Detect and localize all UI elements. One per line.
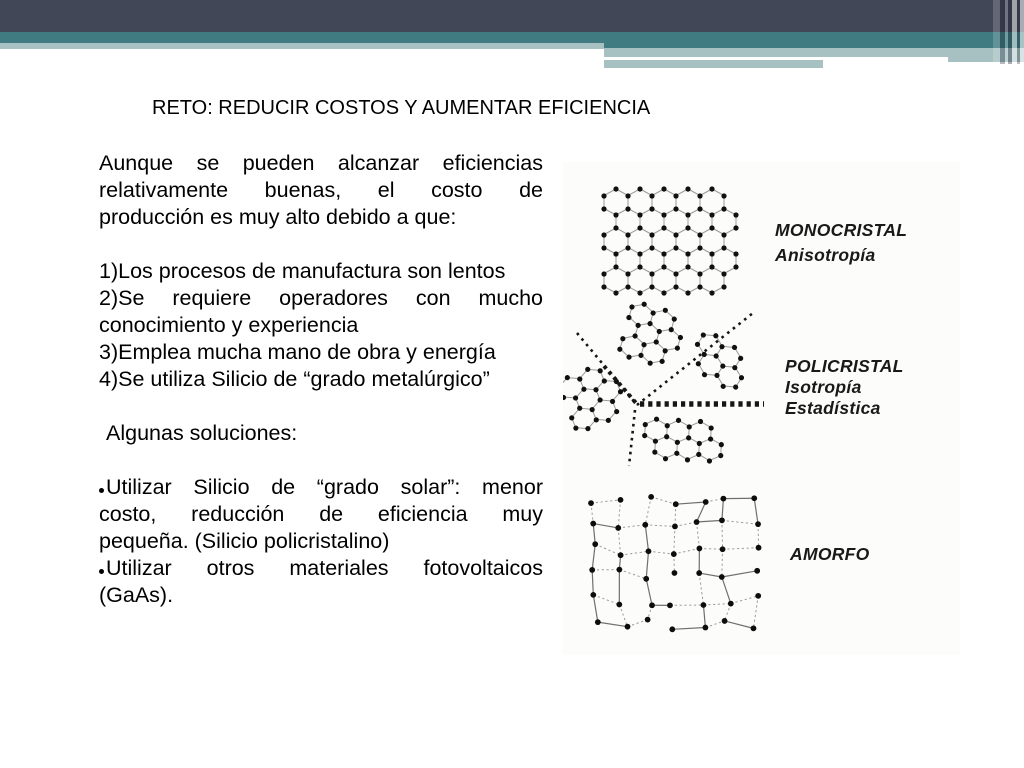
- list-item-3: 3)Emplea mucha mano de obra y energía: [99, 340, 496, 364]
- header-bar-teal-left: [0, 32, 604, 43]
- policristal-subtitle-2: Estadística: [785, 398, 881, 418]
- crystal-structures-figure: [563, 162, 960, 655]
- monocristal-subtitle: Anisotropía: [775, 245, 876, 265]
- body-text: [99, 150, 543, 609]
- header-bar-lightteal-right-lower: [604, 60, 823, 68]
- solutions-heading: Algunas soluciones:: [106, 421, 298, 445]
- intro-line: relativamente buenas, el costo de: [99, 178, 543, 202]
- header-bar-dark: [0, 0, 1024, 32]
- solutions-heading-group: [99, 420, 543, 447]
- monocristal-title: MONOCRISTAL: [775, 220, 908, 240]
- bullet-item-1: [99, 474, 543, 501]
- intro-line: producción es muy alto debido a que:: [99, 205, 457, 229]
- slide-title: RETO: REDUCIR COSTOS Y AUMENTAR EFICIENCIA: [152, 97, 651, 119]
- amorfo-label: [790, 544, 870, 565]
- corner-stripe: [1020, 0, 1024, 64]
- intro-line: Aunque se pueden alcanzar eficiencias: [99, 151, 543, 175]
- monocristal-label: [775, 218, 907, 268]
- bullet-item-2-cont: (GaAs).: [99, 583, 174, 607]
- header-bar-lightteal-left: [0, 43, 604, 49]
- bullet-item-2-text: Utilizar otros materiales fotovoltaicos: [106, 556, 543, 580]
- bullet-item-2: [99, 555, 543, 582]
- numbered-list: [99, 258, 543, 393]
- bullet-dot-icon: [99, 569, 104, 574]
- policristal-label: [785, 356, 904, 419]
- header-bar-teal-right: [604, 32, 1024, 48]
- header-bar-lightteal-right-upper: [604, 48, 948, 57]
- bullet-dot-icon: [99, 488, 104, 493]
- intro-paragraph: [99, 150, 543, 231]
- policristal-title: POLICRISTAL: [785, 356, 904, 376]
- list-item-1: 1)Los procesos de manufactura son lentos: [99, 259, 506, 283]
- policristal-subtitle-1: Isotropía: [785, 377, 862, 397]
- bullet-item-1-cont: costo, reducción de eficiencia muy: [99, 502, 543, 526]
- corner-stripe: [993, 0, 1000, 64]
- list-item-2: 2)Se requiere operadores con mucho: [99, 286, 543, 310]
- list-item-4: 4)Se utiliza Silicio de “grado metalúrgico”: [99, 367, 490, 391]
- solutions-bullet-list: [99, 474, 543, 609]
- amorfo-title: AMORFO: [790, 544, 870, 564]
- bullet-item-1-cont: pequeña. (Silicio policristalino): [99, 529, 390, 553]
- list-item-2-cont: conocimiento y experiencia: [99, 313, 359, 337]
- bullet-item-1-text: Utilizar Silicio de “grado solar”: menor: [106, 475, 543, 499]
